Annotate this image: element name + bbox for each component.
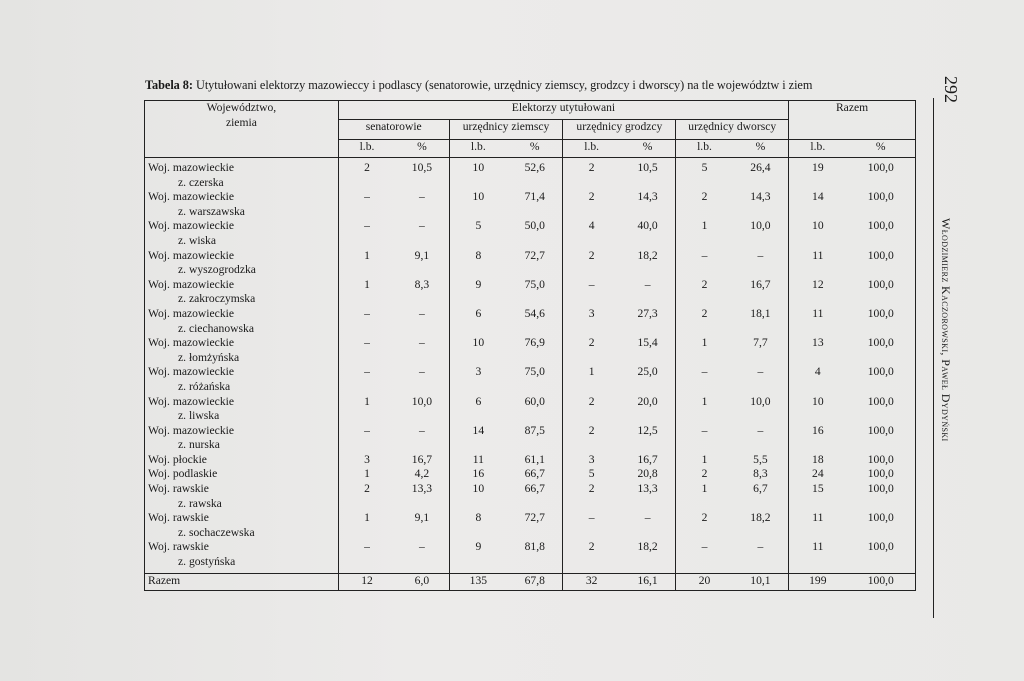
- row-region: [145, 336, 339, 365]
- row-voivodeship: Woj. podlaskie: [148, 467, 218, 481]
- row-cell: 100,0: [847, 540, 916, 569]
- row-cell: 4: [789, 365, 847, 394]
- row-cell: 16: [789, 424, 847, 453]
- row-cell: –: [419, 306, 425, 320]
- row-cell: –: [563, 278, 620, 307]
- row-cell: 1: [338, 467, 395, 482]
- row-cell: 10: [789, 395, 847, 424]
- row-cell: 4: [563, 219, 620, 248]
- subheader-lb: l.b.: [789, 140, 847, 158]
- row-cell: 15,4: [637, 336, 658, 350]
- row-cell: 1: [338, 249, 395, 278]
- row-cell: 72,7: [524, 511, 545, 525]
- row-voivodeship: Woj. mazowieckie: [148, 161, 234, 174]
- row-cell: 18,1: [750, 306, 771, 320]
- total-cell: 20: [676, 573, 733, 590]
- row-cell: 16,7: [637, 452, 658, 466]
- row-cell: 10: [449, 190, 507, 219]
- row-cell: 100,0: [847, 190, 916, 219]
- row-cell: –: [676, 424, 733, 453]
- row-cell: 54,6: [524, 306, 545, 320]
- row-cell: –: [644, 277, 651, 291]
- row-region: [145, 307, 339, 336]
- subheader-lb: l.b.: [563, 140, 620, 158]
- row-cell: 5,5: [753, 452, 768, 466]
- table-row: [145, 453, 916, 468]
- row-voivodeship: Woj. mazowieckie: [148, 306, 234, 320]
- subheader-lb: l.b.: [338, 140, 395, 158]
- row-cell: 1: [338, 511, 395, 540]
- caption-label: Tabela 8:: [145, 78, 193, 92]
- row-region: [145, 278, 339, 307]
- total-cell: 100,0: [847, 573, 916, 590]
- total-cell: 6,0: [395, 573, 449, 590]
- row-cell: 10,5: [637, 161, 658, 174]
- row-cell: 100,0: [847, 395, 916, 424]
- row-cell: 6: [449, 395, 507, 424]
- row-region: [145, 453, 339, 468]
- row-cell: 14,3: [750, 190, 771, 204]
- row-cell: 100,0: [847, 365, 916, 394]
- row-land: z. łomżyńska: [178, 350, 240, 364]
- data-table: [144, 100, 916, 591]
- row-cell: 2: [563, 424, 620, 453]
- row-cell: 2: [338, 158, 395, 191]
- header-col-grodzcy: urzędnicy grodzcy: [563, 120, 676, 140]
- header-total: Razem: [789, 101, 916, 140]
- row-cell: 1: [338, 395, 395, 424]
- row-cell: –: [757, 540, 764, 554]
- subheader-pct: %: [507, 140, 563, 158]
- row-cell: –: [757, 423, 764, 437]
- row-voivodeship: Woj. mazowieckie: [148, 365, 234, 379]
- row-cell: 61,1: [524, 452, 545, 466]
- row-cell: 66,7: [524, 467, 545, 481]
- row-cell: 11: [789, 511, 847, 540]
- header-region: Województwo, ziemia: [145, 101, 339, 158]
- row-land: z. warszawska: [178, 204, 245, 218]
- row-cell: –: [676, 249, 733, 278]
- row-voivodeship: Woj. mazowieckie: [148, 277, 234, 291]
- row-cell: –: [338, 365, 395, 394]
- table-row: [145, 249, 916, 278]
- row-cell: 18,2: [637, 248, 658, 262]
- row-cell: 27,3: [637, 306, 658, 320]
- total-cell: 16,1: [620, 573, 676, 590]
- row-cell: 100,0: [847, 219, 916, 248]
- row-cell: 71,4: [524, 190, 545, 204]
- row-cell: –: [419, 540, 425, 554]
- row-cell: 6,7: [753, 482, 768, 496]
- row-voivodeship: Woj. rawskie: [148, 482, 209, 496]
- row-cell: 2: [563, 249, 620, 278]
- row-cell: 100,0: [847, 158, 916, 191]
- row-land: z. czerska: [178, 175, 224, 189]
- row-cell: –: [757, 365, 764, 379]
- row-cell: 14: [449, 424, 507, 453]
- row-cell: 5: [563, 467, 620, 482]
- row-cell: 2: [676, 307, 733, 336]
- table-row: [145, 365, 916, 394]
- total-cell: 135: [449, 573, 507, 590]
- row-region: [145, 511, 339, 540]
- row-cell: 10,0: [750, 219, 771, 233]
- row-cell: 11: [449, 453, 507, 468]
- row-cell: 9: [449, 540, 507, 569]
- table-row: [145, 424, 916, 453]
- row-cell: 10: [449, 336, 507, 365]
- row-cell: 2: [563, 158, 620, 191]
- table-caption: [145, 78, 925, 93]
- row-cell: 72,7: [524, 248, 545, 262]
- vertical-rule: [933, 98, 934, 618]
- row-cell: 11: [789, 307, 847, 336]
- row-cell: –: [419, 219, 425, 233]
- row-cell: 1: [676, 219, 733, 248]
- subheader-pct: %: [733, 140, 789, 158]
- row-cell: 18: [789, 453, 847, 468]
- row-cell: –: [757, 248, 764, 262]
- row-cell: 13: [789, 336, 847, 365]
- row-land: z. różańska: [178, 379, 231, 393]
- row-cell: 18,2: [750, 511, 771, 525]
- row-cell: 66,7: [524, 482, 545, 496]
- row-land: z. rawska: [178, 496, 222, 510]
- row-region: [145, 467, 339, 482]
- row-cell: –: [419, 190, 425, 204]
- row-cell: 14,3: [637, 190, 658, 204]
- row-cell: 1: [676, 482, 733, 511]
- row-land: z. sochaczewska: [178, 525, 255, 539]
- row-cell: 87,5: [524, 423, 545, 437]
- row-cell: 13,3: [637, 482, 658, 496]
- row-cell: 2: [676, 467, 733, 482]
- row-region: [145, 482, 339, 511]
- row-land: z. nurska: [178, 438, 220, 452]
- row-cell: 52,6: [524, 161, 545, 174]
- row-cell: 9,1: [414, 511, 430, 525]
- row-cell: 24: [789, 467, 847, 482]
- table-row: [145, 158, 916, 191]
- row-cell: 1: [676, 453, 733, 468]
- row-cell: –: [338, 307, 395, 336]
- row-cell: 10,0: [411, 394, 433, 408]
- row-cell: 1: [676, 336, 733, 365]
- row-cell: 75,0: [524, 365, 545, 379]
- row-land: z. wyszogrodzka: [178, 263, 256, 277]
- row-voivodeship: Woj. mazowieckie: [148, 394, 234, 408]
- row-cell: 2: [676, 278, 733, 307]
- table-row: [145, 511, 916, 540]
- row-cell: 100,0: [847, 249, 916, 278]
- subheader-pct: %: [847, 140, 916, 158]
- table-row: [145, 395, 916, 424]
- row-cell: 100,0: [847, 453, 916, 468]
- row-land: z. ciechanowska: [178, 321, 254, 335]
- row-voivodeship: Woj. mazowieckie: [148, 248, 234, 262]
- row-cell: 5: [676, 158, 733, 191]
- row-cell: 76,9: [524, 336, 545, 350]
- row-voivodeship: Woj. mazowieckie: [148, 190, 234, 204]
- row-cell: –: [338, 219, 395, 248]
- row-cell: 75,0: [524, 277, 545, 291]
- subheader-lb: l.b.: [676, 140, 733, 158]
- row-cell: –: [563, 511, 620, 540]
- row-cell: 100,0: [847, 511, 916, 540]
- running-head: Włodzimierz Kaczorowski, Paweł Dydyński: [939, 218, 953, 442]
- row-region: [145, 540, 339, 569]
- row-cell: 16,7: [411, 452, 433, 466]
- row-cell: 40,0: [637, 219, 658, 233]
- row-cell: 12: [789, 278, 847, 307]
- row-cell: 2: [563, 336, 620, 365]
- row-cell: 3: [563, 453, 620, 468]
- row-cell: 1: [563, 365, 620, 394]
- row-cell: 1: [676, 395, 733, 424]
- row-cell: 10: [449, 158, 507, 191]
- caption-text: Utytułowani elektorzy mazowieccy i podlascy (senatorowie, urzędnicy ziemscy, grodzcy i dworscy) na tle województw i ziem: [195, 78, 813, 92]
- row-cell: –: [676, 540, 733, 569]
- row-cell: 50,0: [524, 219, 545, 233]
- row-cell: 100,0: [847, 424, 916, 453]
- row-cell: 26,4: [750, 161, 771, 174]
- row-region: [145, 158, 339, 191]
- row-voivodeship: Woj. mazowieckie: [148, 219, 234, 233]
- row-cell: 25,0: [637, 365, 658, 379]
- row-cell: 5: [449, 219, 507, 248]
- row-cell: 9: [449, 278, 507, 307]
- row-cell: 100,0: [847, 336, 916, 365]
- row-region: [145, 190, 339, 219]
- row-cell: 1: [338, 278, 395, 307]
- row-cell: 9,1: [414, 248, 430, 262]
- row-voivodeship: Woj. mazowieckie: [148, 336, 234, 350]
- row-cell: 100,0: [847, 307, 916, 336]
- row-cell: 11: [789, 249, 847, 278]
- row-cell: 3: [338, 453, 395, 468]
- header-col-ziemscy: urzędnicy ziemscy: [449, 120, 563, 140]
- row-cell: 8: [449, 511, 507, 540]
- table-row: [145, 307, 916, 336]
- row-cell: 7,7: [753, 336, 768, 350]
- header-col-dworscy: urzędnicy dworscy: [676, 120, 789, 140]
- row-cell: 13,3: [411, 482, 433, 496]
- subheader-pct: %: [620, 140, 676, 158]
- row-cell: –: [676, 365, 733, 394]
- row-land: z. wiska: [178, 233, 216, 247]
- row-cell: 2: [563, 395, 620, 424]
- row-voivodeship: Woj. płockie: [148, 452, 207, 466]
- row-cell: 3: [563, 307, 620, 336]
- row-cell: 2: [563, 482, 620, 511]
- row-cell: –: [338, 190, 395, 219]
- row-cell: –: [419, 365, 425, 379]
- row-land: z. liwska: [178, 409, 220, 423]
- table-row: [145, 336, 916, 365]
- row-cell: 2: [676, 190, 733, 219]
- row-cell: 60,0: [524, 394, 545, 408]
- row-cell: 16: [449, 467, 507, 482]
- row-cell: 100,0: [847, 278, 916, 307]
- row-cell: 2: [676, 511, 733, 540]
- row-cell: 8,3: [414, 277, 430, 291]
- row-voivodeship: Woj. mazowieckie: [148, 423, 234, 437]
- row-cell: 4,2: [414, 467, 430, 481]
- row-region: [145, 365, 339, 394]
- table-row: [145, 467, 916, 482]
- row-cell: –: [419, 336, 425, 350]
- row-cell: 8,3: [753, 467, 768, 481]
- row-cell: 2: [563, 540, 620, 569]
- row-cell: –: [338, 540, 395, 569]
- table-row: [145, 540, 916, 569]
- row-cell: 100,0: [847, 467, 916, 482]
- row-region: [145, 395, 339, 424]
- row-cell: 3: [449, 365, 507, 394]
- row-region: [145, 219, 339, 248]
- total-cell: 199: [789, 573, 847, 590]
- total-label: Razem: [145, 573, 339, 590]
- row-cell: 10,0: [750, 394, 771, 408]
- row-cell: 10: [449, 482, 507, 511]
- row-cell: 100,0: [847, 482, 916, 511]
- total-row: [145, 573, 916, 590]
- row-cell: –: [644, 511, 651, 525]
- row-cell: 19: [789, 158, 847, 191]
- row-cell: 2: [563, 190, 620, 219]
- row-cell: 20,8: [637, 467, 658, 481]
- subheader-lb: l.b.: [449, 140, 507, 158]
- page-number: 292: [941, 76, 961, 103]
- row-region: [145, 249, 339, 278]
- subheader-pct: %: [395, 140, 449, 158]
- row-region: [145, 424, 339, 453]
- row-cell: 15: [789, 482, 847, 511]
- row-cell: –: [338, 336, 395, 365]
- table-row: [145, 190, 916, 219]
- row-land: z. zakroczymska: [178, 292, 256, 306]
- row-voivodeship: Woj. rawskie: [148, 540, 209, 554]
- total-cell: 12: [338, 573, 395, 590]
- total-cell: 32: [563, 573, 620, 590]
- table-row: [145, 278, 916, 307]
- row-cell: 8: [449, 249, 507, 278]
- row-cell: 10,5: [411, 161, 433, 174]
- total-cell: 10,1: [733, 573, 789, 590]
- row-cell: 20,0: [637, 394, 658, 408]
- row-cell: 6: [449, 307, 507, 336]
- header-group: Elektorzy utytułowani: [338, 101, 788, 120]
- row-cell: 81,8: [524, 540, 545, 554]
- row-voivodeship: Woj. rawskie: [148, 511, 209, 525]
- table-row: [145, 219, 916, 248]
- row-cell: 12,5: [637, 423, 658, 437]
- row-cell: 14: [789, 190, 847, 219]
- row-cell: 11: [789, 540, 847, 569]
- row-cell: –: [419, 423, 425, 437]
- row-cell: 10: [789, 219, 847, 248]
- total-cell: 67,8: [507, 573, 563, 590]
- header-col-senatorowie: senatorowie: [338, 120, 449, 140]
- table-row: [145, 482, 916, 511]
- row-cell: –: [338, 424, 395, 453]
- row-land: z. gostyńska: [178, 555, 236, 569]
- row-cell: 18,2: [637, 540, 658, 554]
- row-cell: 16,7: [750, 277, 771, 291]
- row-cell: 2: [338, 482, 395, 511]
